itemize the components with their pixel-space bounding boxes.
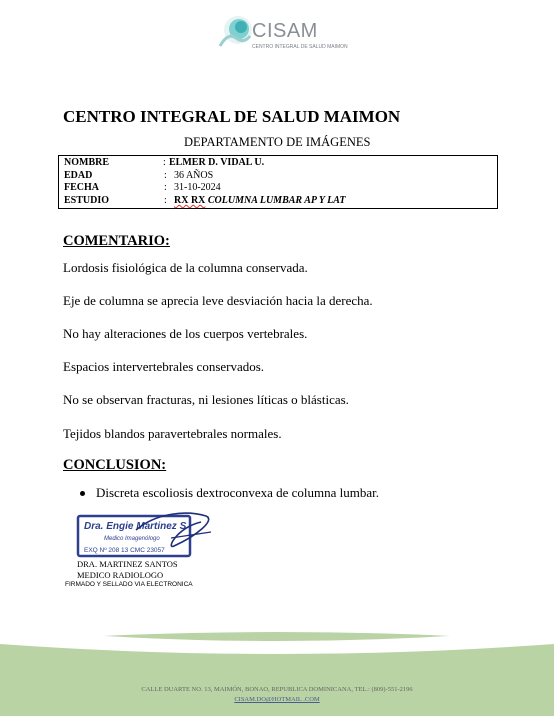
footer-email-link[interactable]: CISAM.DO@HOTMAIL .COM [234, 696, 320, 703]
info-separator: : [164, 182, 167, 193]
page-title: CENTRO INTEGRAL DE SALUD MAIMON [63, 107, 401, 126]
electronic-signature-note: FIRMADO Y SELLADO VIA ELECTRONICA [65, 581, 193, 588]
info-separator: : [164, 170, 167, 181]
comment-line: No se observan fracturas, ni lesiones líticas o blásticas. [63, 392, 349, 407]
info-value [174, 195, 346, 207]
cisam-logo [214, 10, 348, 58]
info-value: 31-10-2024 [174, 182, 221, 193]
study-name: COLUMNA LUMBAR AP Y LAT [207, 195, 346, 206]
stamp-name: Dra. Engie Martinez S [84, 521, 187, 532]
stamp-exq: EXQ Nº 208 13 CMC 23057 [84, 547, 165, 554]
comment-line: Tejidos blandos paravertebrales normales. [63, 426, 282, 441]
logo-wordmark: CISAM [252, 20, 318, 42]
bullet-icon [80, 491, 85, 496]
study-prefix: RX RX [174, 195, 206, 206]
info-label: EDAD [64, 170, 93, 181]
stamp-role: Medico Imagenólogo [104, 536, 160, 542]
patient-info-box [58, 155, 498, 209]
info-label: NOMBRE [64, 157, 109, 168]
doctor-signature-block [77, 559, 178, 581]
doctor-title: MEDICO RADIOLOGO [77, 570, 164, 580]
comment-line: No hay alteraciones de los cuerpos vertebrales. [63, 326, 308, 341]
info-label: FECHA [64, 182, 99, 193]
comment-heading: COMENTARIO: [63, 233, 170, 249]
info-value: ELMER D. VIDAL U. [169, 157, 265, 168]
department-title: DEPARTAMENTO DE IMÁGENES [184, 135, 371, 149]
info-value: 36 AÑOS [174, 170, 214, 181]
logo-emblem-icon [214, 10, 254, 56]
info-label: ESTUDIO [64, 195, 110, 206]
doctor-stamp [76, 508, 218, 558]
info-separator: : [164, 195, 167, 206]
doctor-name: DRA. MARTINEZ SANTOS [77, 559, 178, 569]
footer-address: CALLE DUARTE NO. 13, MAIMÓN, BONAO, REPUBLICA DOMINICANA, TEL.: (809)-551-2196 [141, 686, 413, 693]
logo-subtitle: CENTRO INTEGRAL DE SALUD MAIMON [252, 44, 348, 50]
comment-line: Lordosis fisiológica de la columna conservada. [63, 260, 308, 275]
info-separator: : [163, 157, 166, 168]
comment-line: Espacios intervertebrales conservados. [63, 359, 265, 374]
comment-line: Eje de columna se aprecia leve desviación hacia la derecha. [63, 293, 373, 308]
conclusion-heading: CONCLUSION: [63, 457, 167, 473]
conclusion-text: Discreta escoliosis dextroconvexa de columna lumbar. [96, 485, 380, 500]
